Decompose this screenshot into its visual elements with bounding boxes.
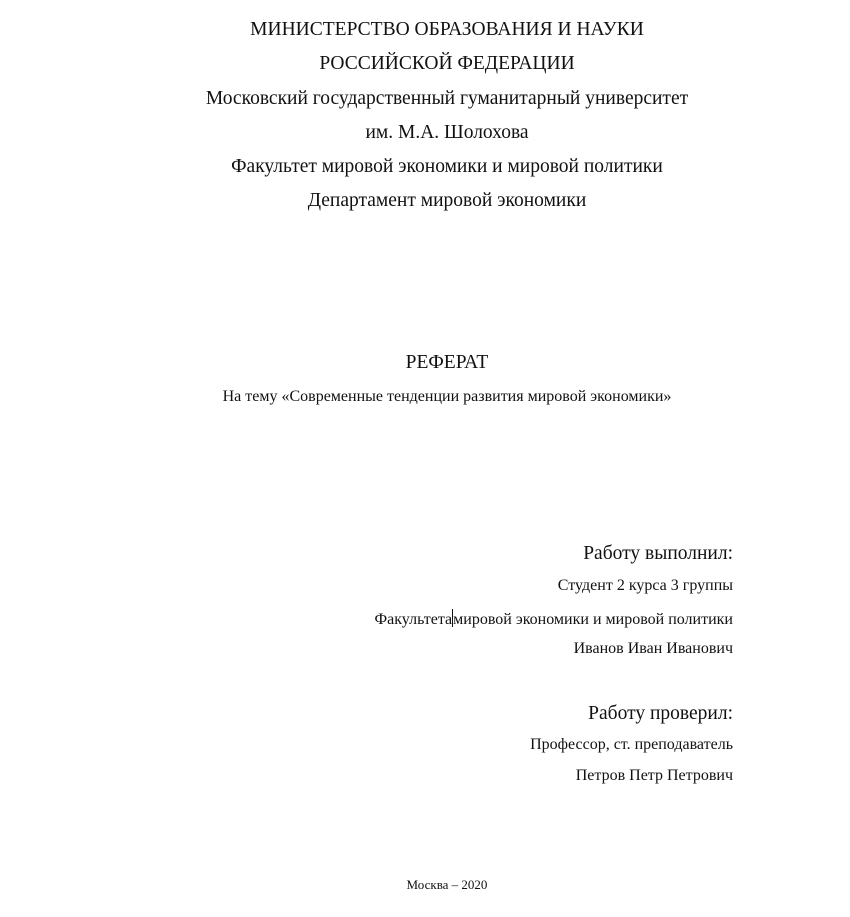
author-faculty-word: Факультета bbox=[374, 611, 453, 628]
header-line-named-after: им. М.А. Шолохова bbox=[365, 122, 529, 143]
document-topic: На тему «Современные тенденции развития мировой экономики» bbox=[222, 388, 672, 405]
reviewer-name: Петров Петр Петрович bbox=[575, 767, 733, 784]
author-label: Работу выполнил: bbox=[583, 543, 733, 564]
reviewer-position: Профессор, ст. преподаватель bbox=[530, 736, 733, 753]
author-name: Иванов Иван Иванович bbox=[573, 640, 733, 657]
header-line-department: Департамент мировой экономики bbox=[307, 190, 587, 211]
author-faculty[interactable] bbox=[375, 609, 734, 629]
header-line-university: Московский государственный гуманитарный университет bbox=[205, 88, 689, 109]
header-line-ministry: МИНИСТЕРСТВО ОБРАЗОВАНИЯ И НАУКИ bbox=[250, 19, 644, 40]
footer-city-year: Москва – 2020 bbox=[406, 877, 488, 892]
header-line-federation: РОССИЙСКОЙ ФЕДЕРАЦИИ bbox=[319, 53, 575, 74]
document-title: РЕФЕРАТ bbox=[405, 352, 489, 373]
author-faculty-rest: мировой экономики и мировой политики bbox=[453, 611, 733, 628]
reviewer-label: Работу проверил: bbox=[588, 703, 733, 724]
author-course: Студент 2 курса 3 группы bbox=[557, 577, 733, 594]
header-line-faculty: Факультет мировой экономики и мировой политики bbox=[231, 156, 663, 177]
